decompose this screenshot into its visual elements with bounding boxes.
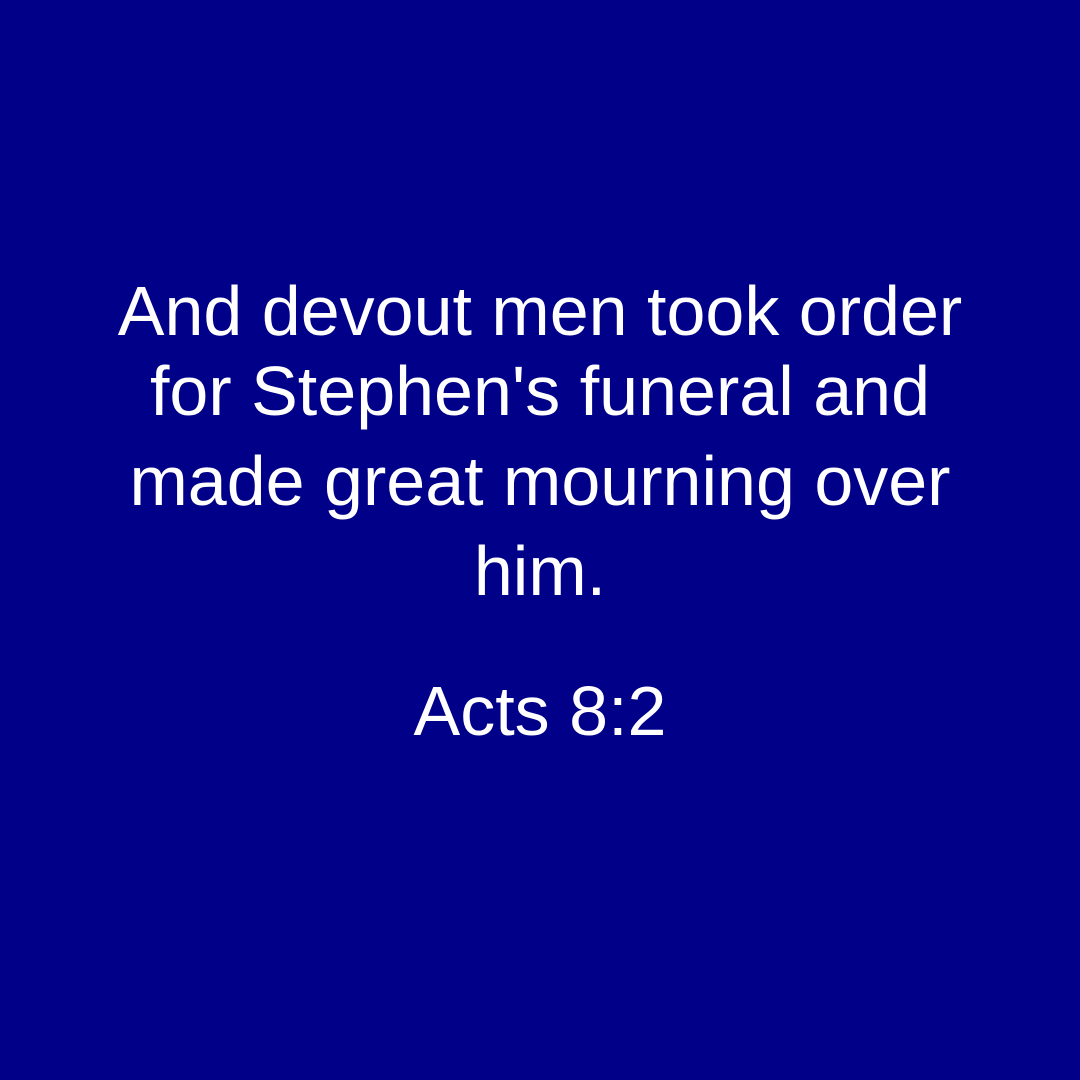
verse-reference: Acts 8:2 (413, 672, 667, 750)
verse-line-1: And devout men took order (117, 272, 963, 350)
verse-line-3: made great mourning over (129, 442, 951, 520)
verse-line-4: him. (473, 532, 607, 610)
verse-line-2: for Stephen's funeral and (149, 352, 930, 430)
